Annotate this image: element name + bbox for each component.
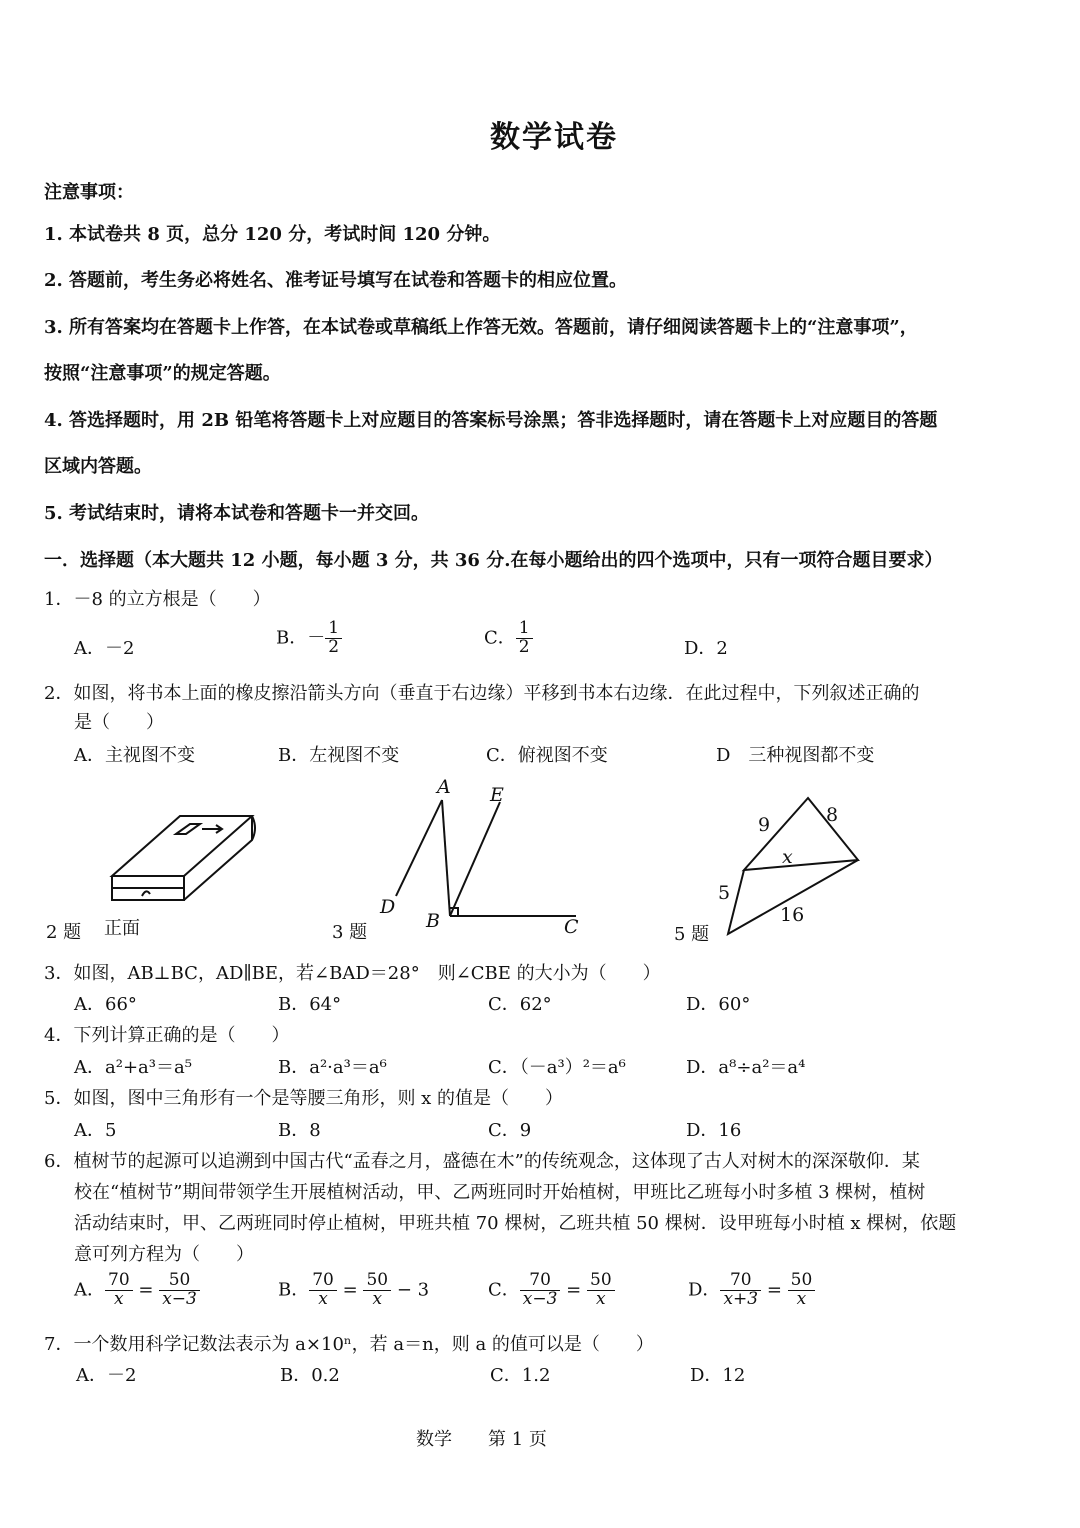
q1-b-numerator: 1 xyxy=(325,620,342,639)
figure3-label-d: D xyxy=(380,896,396,918)
q6-c-numerator-2: 50 xyxy=(587,1272,615,1291)
q6-c-denominator-2: x xyxy=(596,1288,606,1309)
notice-item-5: 5. 考试结束时，请将本试卷和答题卡一并交回。 xyxy=(44,503,430,524)
q4-stem: 4．下列计算正确的是（ ） xyxy=(44,1025,290,1046)
q4-option-b: B．a²·a³＝a⁶ xyxy=(278,1057,387,1078)
notice-item-3-cont: 按照“注意事项”的规定答题。 xyxy=(44,363,281,384)
q6-d-prefix: D． xyxy=(688,1279,721,1301)
q7-option-a: A．－2 xyxy=(76,1365,137,1386)
q6-b-tail: − 3 xyxy=(396,1279,430,1301)
q1-c-fraction xyxy=(516,620,533,657)
q6-option-b xyxy=(278,1272,429,1309)
q3-option-a: A．66° xyxy=(74,994,137,1015)
q6-a-numerator-1: 70 xyxy=(105,1272,133,1291)
figure2-front-label: 正面 xyxy=(104,918,140,939)
q2-option-b: B．左视图不变 xyxy=(278,745,400,766)
q6-b-fraction-left xyxy=(309,1272,337,1309)
figure5-label-x: x xyxy=(782,846,793,868)
q4-option-a: A．a²+a³＝a⁵ xyxy=(74,1057,192,1078)
q6-a-denominator-1: x xyxy=(114,1288,124,1309)
q7-option-d: D．12 xyxy=(690,1365,746,1386)
q1-option-c xyxy=(484,620,533,657)
q6-a-equals: = xyxy=(138,1279,154,1301)
q2-option-a: A．主视图不变 xyxy=(74,745,195,766)
page-footer: 数学 第 1 页 xyxy=(416,1429,547,1450)
notice-item-3: 3. 所有答案均在答题卡上作答，在本试卷或草稿纸上作答无效。答题前，请仔细阅读答题卡上的“注意事项”， xyxy=(44,317,918,338)
q6-option-d xyxy=(688,1272,815,1309)
notice-heading: 注意事项： xyxy=(44,182,134,203)
section-heading: 一．选择题（本大题共 12 小题，每小题 3 分，共 36 分.在每小题给出的四个选项中，只有一项符合题目要求） xyxy=(44,550,943,571)
q6-b-denominator-2: x xyxy=(372,1288,383,1309)
q3-option-c: C．62° xyxy=(488,994,552,1015)
q5-stem: 5．如图，图中三角形有一个是等腰三角形，则 x 的值是（ ） xyxy=(44,1088,564,1109)
q6-option-c xyxy=(488,1272,615,1309)
figure5-label-8: 8 xyxy=(826,804,839,826)
notice-item-2: 2. 答题前，考生务必将姓名、准考证号填写在试卷和答题卡的相应位置。 xyxy=(44,270,628,291)
q1-b-prefix: B．－ xyxy=(276,627,326,649)
q1-option-d: D．2 xyxy=(684,638,728,659)
q5-option-d: D．16 xyxy=(686,1120,742,1141)
figure-angles xyxy=(370,776,600,936)
q7-option-b: B．0.2 xyxy=(280,1365,340,1386)
notice-item-1: 1. 本试卷共 8 页，总分 120 分，考试时间 120 分钟。 xyxy=(44,224,501,245)
q3-option-d: D．60° xyxy=(686,994,751,1015)
q6-b-prefix: B． xyxy=(278,1279,310,1301)
q6-stem-line2: 校在“植树节”期间带领学生开展植树活动，甲、乙两班同时开始植树，甲班比乙班每小时多植 3 棵树，植树 xyxy=(74,1182,926,1203)
q6-a-fraction-left xyxy=(105,1272,133,1309)
q2-stem-line1: 2．如图，将书本上面的橡皮擦沿箭头方向（垂直于右边缘）平移到书本右边缘．在此过程中，下列叙述正确的 xyxy=(44,683,920,704)
q6-d-numerator-2: 50 xyxy=(788,1272,816,1291)
q2-option-c: C．俯视图不变 xyxy=(486,745,608,766)
q6-c-equals: = xyxy=(566,1279,582,1301)
q2-option-d: D 三种视图都不变 xyxy=(716,745,875,766)
q6-d-equals: = xyxy=(766,1279,782,1301)
figure3-label-a: A xyxy=(437,776,451,798)
q6-d-denominator-1: x+3 xyxy=(723,1288,759,1309)
q1-b-denominator: 2 xyxy=(328,636,340,657)
page-title: 数学试卷 xyxy=(490,120,618,155)
q1-c-numerator: 1 xyxy=(516,620,533,639)
figure3-label-b: B xyxy=(426,910,440,932)
q2-stem-line2: 是（ ） xyxy=(74,712,164,733)
q6-c-denominator-1: x−3 xyxy=(522,1288,558,1309)
figure2-caption: 2 题 xyxy=(46,922,82,943)
figure5-label-9: 9 xyxy=(758,814,771,836)
q1-stem: 1．－8 的立方根是（ ） xyxy=(44,589,271,610)
q1-option-b xyxy=(276,620,342,657)
q6-b-equals: = xyxy=(342,1279,358,1301)
figure5-label-5: 5 xyxy=(718,882,731,904)
q1-c-denominator: 2 xyxy=(518,636,530,657)
q7-option-c: C．1.2 xyxy=(490,1365,551,1386)
figure5-caption: 5 题 xyxy=(674,924,710,945)
q6-a-prefix: A． xyxy=(74,1279,105,1301)
q3-option-b: B．64° xyxy=(278,994,342,1015)
q6-d-denominator-2: x xyxy=(796,1288,807,1309)
figure-book xyxy=(100,810,270,920)
q5-option-b: B．8 xyxy=(278,1120,321,1141)
q6-a-denominator-2: x−3 xyxy=(162,1288,197,1309)
q6-d-fraction-left xyxy=(720,1272,761,1309)
q6-b-numerator-1: 70 xyxy=(309,1272,337,1291)
figure3-label-e: E xyxy=(490,784,504,806)
q6-option-a xyxy=(74,1272,200,1309)
q1-option-a: A．－2 xyxy=(74,638,135,659)
q6-stem-line4: 意可列方程为（ ） xyxy=(74,1244,254,1265)
q6-c-numerator-1: 70 xyxy=(520,1272,561,1291)
q6-d-numerator-1: 70 xyxy=(720,1272,761,1291)
q6-c-fraction-right xyxy=(587,1272,615,1309)
q1-b-fraction xyxy=(325,620,342,657)
q5-option-a: A．5 xyxy=(74,1120,117,1141)
figure5-label-16: 16 xyxy=(780,904,805,926)
q6-b-fraction-right xyxy=(363,1272,391,1309)
q6-c-prefix: C． xyxy=(488,1279,520,1301)
q6-a-fraction-right xyxy=(159,1272,200,1309)
q1-c-prefix: C． xyxy=(484,627,516,649)
q6-b-denominator-1: x xyxy=(318,1288,328,1309)
figure3-label-c: C xyxy=(564,916,579,938)
q5-option-c: C．9 xyxy=(488,1120,532,1141)
q4-option-d: D．a⁸÷a²＝a⁴ xyxy=(686,1057,806,1078)
q6-c-fraction-left xyxy=(520,1272,561,1309)
q6-d-fraction-right xyxy=(788,1272,816,1309)
q6-stem-line3: 活动结束时，甲、乙两班同时停止植树，甲班共植 70 棵树，乙班共植 50 棵树．设甲班每小时植 x 棵树，依题 xyxy=(74,1213,957,1234)
q6-stem-line1: 6．植树节的起源可以追溯到中国古代“孟春之月，盛德在木”的传统观念，这体现了古人对树木的深深敬仰．某 xyxy=(44,1151,920,1172)
notice-item-4-cont: 区域内答题。 xyxy=(44,456,152,477)
q6-b-numerator-2: 50 xyxy=(363,1272,391,1291)
notice-item-4: 4. 答选择题时，用 2B 铅笔将答题卡上对应题目的答案标号涂黑；答非选择题时，请在答题卡上对应题目的答题 xyxy=(44,410,938,431)
q7-stem: 7．一个数用科学记数法表示为 a×10ⁿ，若 a＝n，则 a 的值可以是（ ） xyxy=(44,1334,654,1355)
q3-stem: 3．如图，AB⊥BC，AD∥BE，若∠BAD＝28° 则∠CBE 的大小为（ ） xyxy=(44,963,661,984)
q6-a-numerator-2: 50 xyxy=(159,1272,200,1291)
figure3-caption: 3 题 xyxy=(332,922,368,943)
q4-option-c: C．（－a³）²＝a⁶ xyxy=(488,1057,626,1078)
